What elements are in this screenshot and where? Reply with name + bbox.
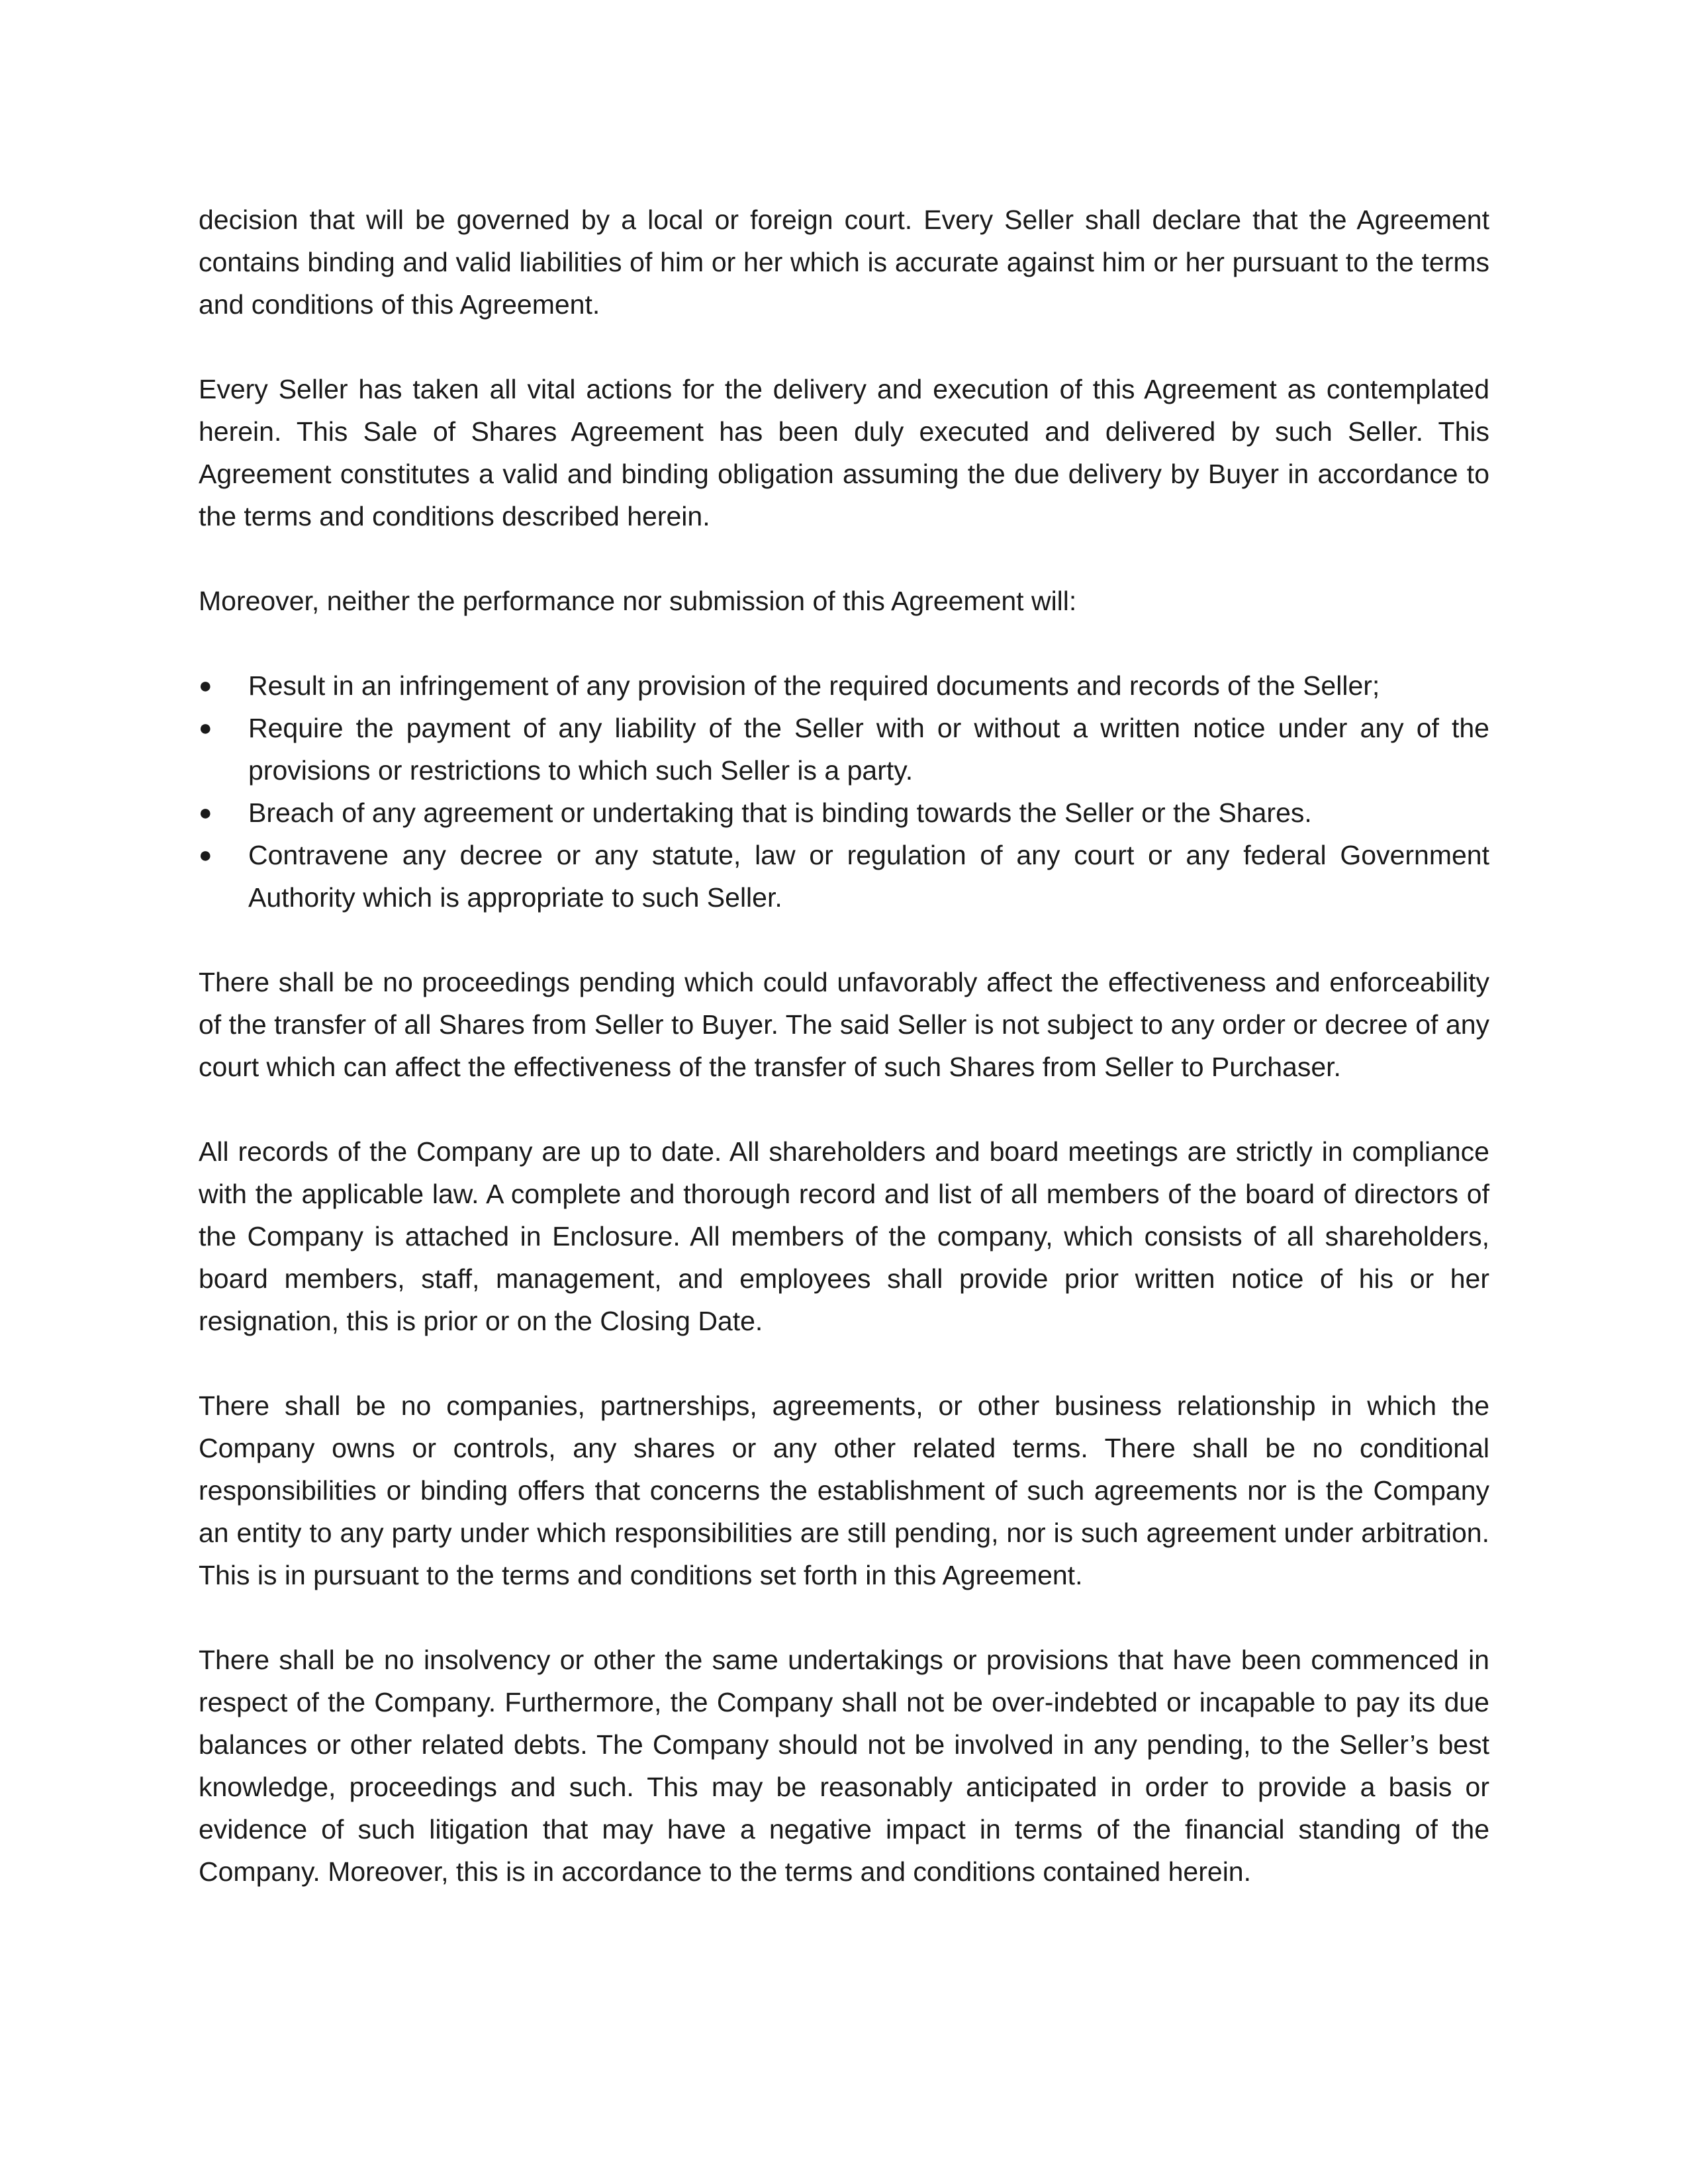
paragraph-no-relationships: There shall be no companies, partnerships, agreements, or other business relationship in which the Company owns or controls, any shares or any other related terms. There shall be no conditional responsibilities or binding offers that concerns the establishment of such agreements nor is the Company an entity to any party under which responsibilities are still pending, nor is such agreement under arbitration. This is in pursuant to the terms and conditions set forth in this Agreement.: [199, 1390, 1489, 1590]
bullet-dot-icon: ●: [199, 800, 212, 825]
bullet-item-text: Breach of any agreement or undertaking that is binding towards the Seller or the Shares.: [248, 797, 1312, 828]
bullet-item-text: Require the payment of any liability of the Seller with or without a written notice under any of the provisions or restrictions to which such Seller is a party.: [248, 713, 1489, 786]
bullet-item-text: Contravene any decree or any statute, law or regulation of any court or any federal Government Authority which is appropriate to such Seller.: [248, 840, 1489, 913]
bullet-item-infringement: [199, 664, 1489, 707]
bullet-dot-icon: ●: [199, 673, 212, 698]
bullet-item-contravene: [199, 834, 1489, 919]
document-body: [199, 199, 1489, 1935]
bullet-item-text: Result in an infringement of any provision of the required documents and records of the Seller;: [248, 670, 1380, 701]
paragraph-company-records: All records of the Company are up to date. All shareholders and board meetings are strictly in compliance with the applicable law. A complete and thorough record and list of all members of the board of directors of the Company is attached in Enclosure. All members of the company, which consists of all shareholders, board members, staff, management, and employees shall provide prior written notice of his or her resignation, this is prior or on the Closing Date.: [199, 1136, 1489, 1336]
bullet-dot-icon: ●: [199, 842, 212, 868]
bullet-item-breach: [199, 792, 1489, 834]
paragraph-bullet-intro: Moreover, neither the performance nor submission of this Agreement will:: [199, 586, 1077, 616]
paragraph-governing-court: decision that will be governed by a local or foreign court. Every Seller shall declare that the Agreement contains binding and valid liabilities of him or her which is accurate against him or her pursuant to the terms and conditions of this Agreement.: [199, 205, 1489, 320]
bullet-dot-icon: ●: [199, 715, 212, 741]
paragraph-no-proceedings: There shall be no proceedings pending which could unfavorably affect the effectiveness and enforceability of the transfer of all Shares from Seller to Buyer. The said Seller is not subject to any order or decree of any court which can affect the effectiveness of the transfer of such Shares from Seller to Purchaser.: [199, 967, 1489, 1082]
paragraph-seller-actions: Every Seller has taken all vital actions for the delivery and execution of this Agreement as contemplated herein. This Sale of Shares Agreement has been duly executed and delivered by such Seller. This Agreement constitutes a valid and binding obligation assuming the due delivery by Buyer in accordance to the terms and conditions described herein.: [199, 374, 1489, 531]
bullet-item-payment: [199, 707, 1489, 792]
obligations-bullet-list: [199, 664, 1489, 919]
paragraph-no-insolvency: There shall be no insolvency or other the same undertakings or provisions that have been commenced in respect of the Company. Furthermore, the Company shall not be over-indebted or incapable to pay its due balances or other related debts. The Company should not be involved in any pending, to the Seller’s best knowledge, proceedings and such. This may be reasonably anticipated in order to provide a basis or evidence of such litigation that may have a negative impact in terms of the financial standing of the Company. Moreover, this is in accordance to the terms and conditions contained herein.: [199, 1645, 1489, 1887]
